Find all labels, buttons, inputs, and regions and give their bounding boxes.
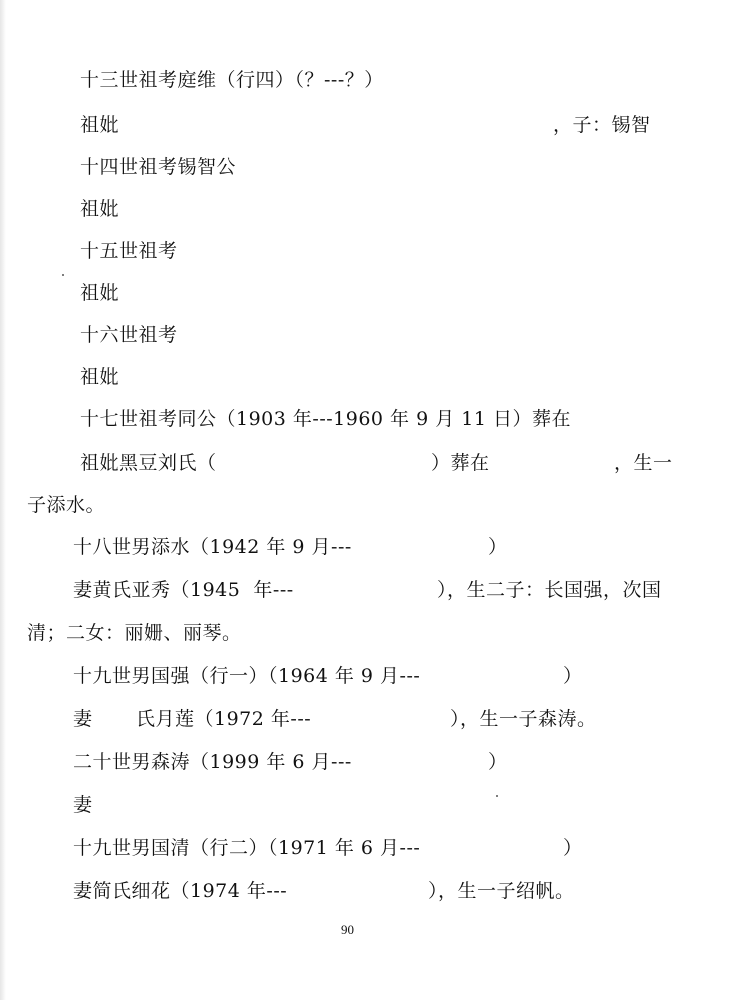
genealogy-line-14th-ancestor: 十四世祖考锡智公 xyxy=(80,156,237,178)
genealogy-line-15th-ancestor: 十五世祖考 xyxy=(80,240,178,262)
scan-edge-shadow xyxy=(0,0,6,1000)
genealogy-line-20th-son-sentao: 二十世男森涛（1999 年 6 月--- xyxy=(73,751,352,773)
genealogy-line-17th-children: ，生一 xyxy=(614,452,673,474)
genealogy-line-19th-son-guoqing: 十九世男国清（行二）（1971 年 6 月--- xyxy=(73,837,421,859)
genealogy-line-20th-son-close: ） xyxy=(488,751,508,773)
genealogy-line-16th-ancestress: 祖妣 xyxy=(80,366,120,388)
genealogy-line-13th-son: ，子：锡智 xyxy=(553,114,651,136)
genealogy-line-18th-son: 十八世男添水（1942 年 9 月--- xyxy=(73,536,352,558)
genealogy-line-13th-ancestress: 祖妣 xyxy=(80,114,120,136)
genealogy-line-19th-son-guoqiang-close: ） xyxy=(563,665,583,687)
genealogy-line-18th-wife-children: ），生二子：长国强，次国 xyxy=(437,579,662,601)
genealogy-line-19th-wife-xihua: 妻简氏细花（1974 年--- xyxy=(73,880,288,902)
genealogy-line-18th-son-close: ） xyxy=(488,536,508,558)
genealogy-line-19th-wife-children: ），生一子森涛。 xyxy=(450,708,597,730)
genealogy-line-14th-ancestress: 祖妣 xyxy=(80,198,120,220)
genealogy-line-18th-wife-children-cont: 清；二女：丽姗、丽琴。 xyxy=(27,622,242,644)
genealogy-line-16th-ancestor: 十六世祖考 xyxy=(80,324,178,346)
genealogy-line-19th-son-guoqing-close: ） xyxy=(563,837,583,859)
genealogy-line-19th-wife-yuelian: 氏月莲（1972 年--- xyxy=(136,708,312,730)
genealogy-line-17th-ancestor: 十七世祖考同公（1903 年---1960 年 9 月 11 日）葬在 xyxy=(80,408,571,430)
genealogy-line-19th-wife-label: 妻 xyxy=(73,708,93,730)
genealogy-line-20th-wife: 妻 xyxy=(73,794,93,816)
genealogy-line-13th-ancestor: 十三世祖考庭维（行四）（？---？） xyxy=(80,69,384,91)
genealogy-line-19th-wife-xihua-children: ），生一子绍帆。 xyxy=(428,880,575,902)
page-number: 90 xyxy=(341,922,354,937)
genealogy-line-18th-wife: 妻黄氏亚秀（1945 年--- xyxy=(73,579,294,601)
genealogy-line-17th-children-cont: 子添水。 xyxy=(27,494,106,516)
genealogy-line-17th-burial: ）葬在 xyxy=(431,452,490,474)
genealogy-line-19th-son-guoqiang: 十九世男国强（行一）（1964 年 9 月--- xyxy=(73,665,421,687)
genealogy-line-17th-ancestress: 祖妣黑豆刘氏（ xyxy=(80,452,217,474)
scan-speck xyxy=(62,274,64,276)
scan-speck xyxy=(496,795,498,797)
genealogy-line-15th-ancestress: 祖妣 xyxy=(80,282,120,304)
